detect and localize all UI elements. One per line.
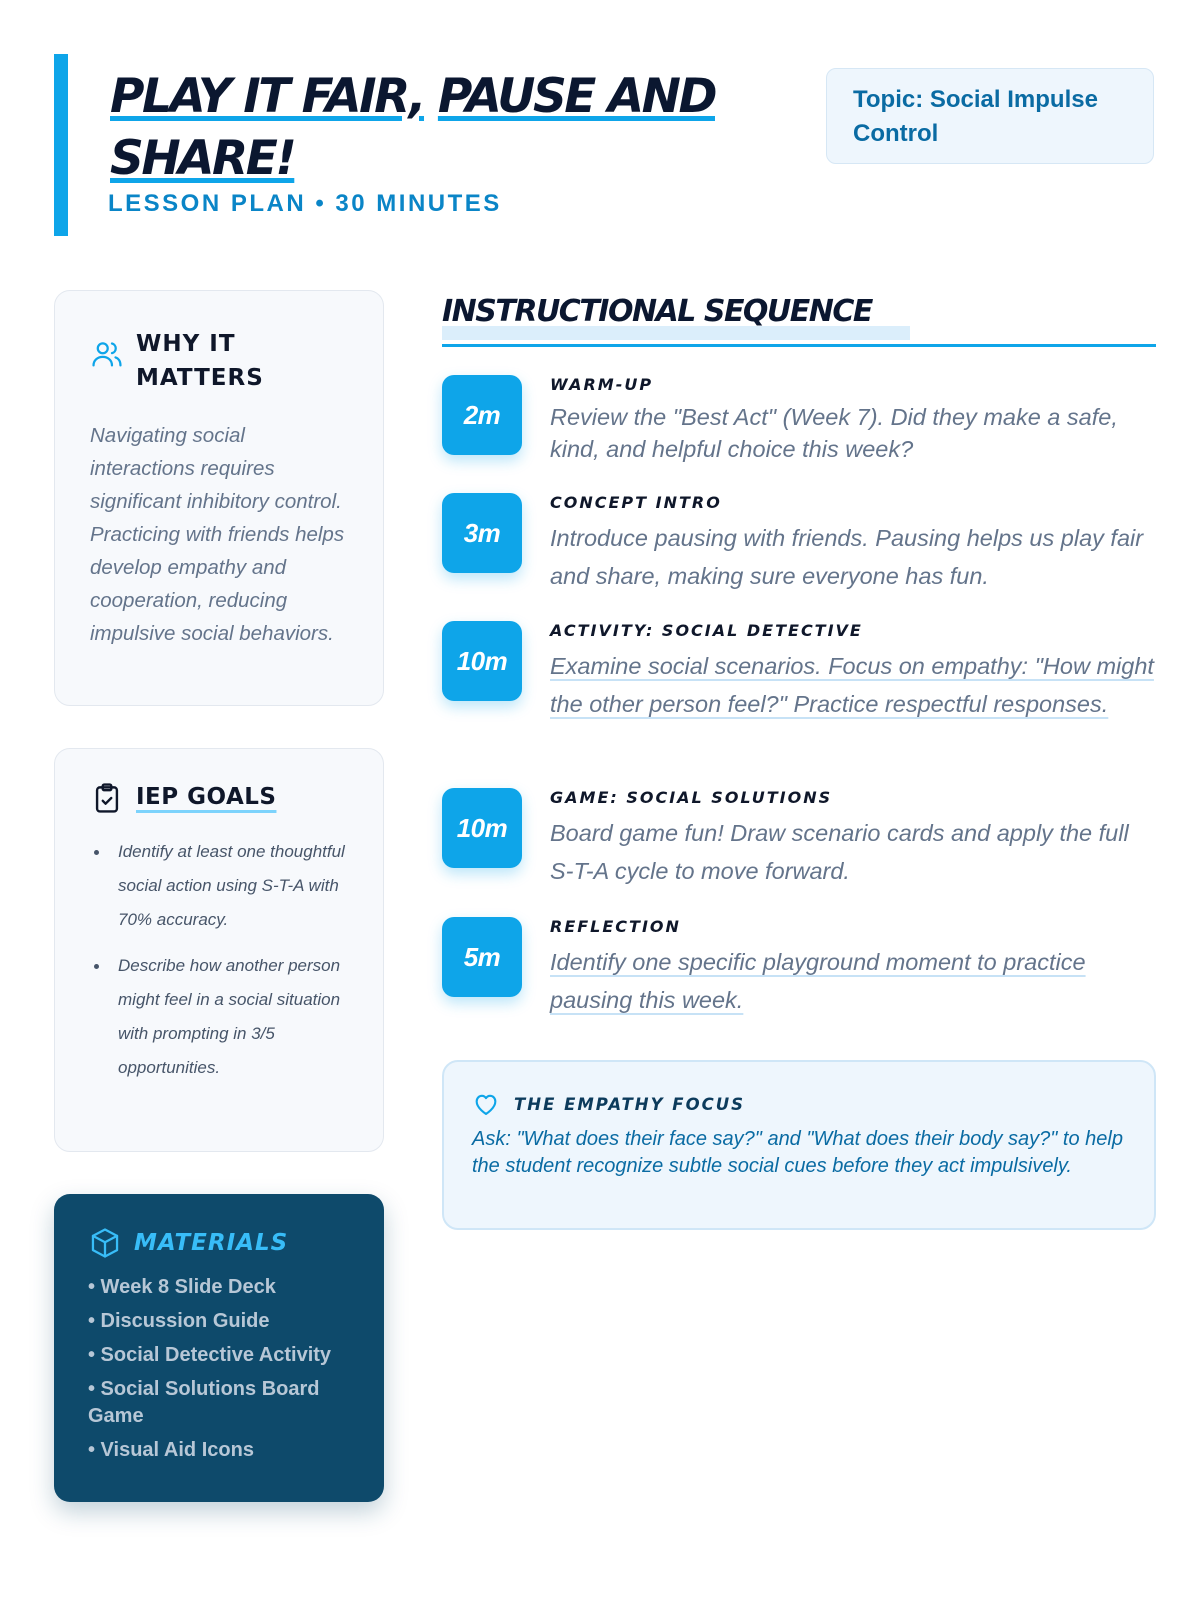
step-content: [550, 493, 1156, 595]
sequence-divider: [442, 344, 1156, 347]
step-description: Examine social scenarios. Focus on empathy: "How might the other person feel?" Practice respectful responses.: [550, 653, 1154, 717]
step-content: [550, 917, 1156, 1019]
step-content: [550, 788, 1156, 890]
why-body: Navigating social interactions requires significant inhibitory control. Practicing with friends helps develop empathy and cooperation, reducing impulsive social behaviors.: [90, 424, 345, 645]
iep-goals-card: [54, 748, 384, 1152]
iep-goal-item: Describe how another person might feel in a social situation with prompting in 3/5 opportunities.: [90, 949, 349, 1085]
material-item: • Discussion Guide: [88, 1310, 270, 1332]
iep-header: [90, 781, 349, 815]
step-time-badge: 2m: [442, 375, 522, 455]
sequence-title: INSTRUCTIONAL SEQUENCE: [442, 294, 872, 329]
title-part-2: PAUSE AND: [437, 69, 715, 124]
sequence-step-reflection: [442, 917, 1156, 1017]
materials-card: [54, 1194, 384, 1502]
step-time-badge: 3m: [442, 493, 522, 573]
iep-goal-list: [90, 835, 349, 1085]
title-part-1: PLAY IT FAIR,: [110, 69, 425, 124]
sequence-step-social-detective: [442, 621, 1156, 761]
why-title: WHY IT MATTERS: [136, 331, 264, 391]
material-item: • Week 8 Slide Deck: [88, 1276, 276, 1298]
sequence-step-concept-intro: [442, 493, 1156, 593]
title-part-3: SHARE!: [110, 131, 295, 186]
header-accent-bar: [54, 54, 68, 236]
step-time-badge: 10m: [442, 788, 522, 868]
step-content: [550, 621, 1156, 723]
step-description: Review the "Best Act" (Week 7). Did they make a safe, kind, and helpful choice this week?: [550, 404, 1118, 462]
step-label: REFLECTION: [550, 917, 681, 936]
sequence-step-warm-up: [442, 375, 1156, 465]
users-icon: [90, 337, 124, 371]
step-time-badge: 10m: [442, 621, 522, 701]
focus-header: [472, 1090, 1126, 1118]
material-item: • Visual Aid Icons: [88, 1439, 254, 1461]
iep-goal-item: Identify at least one thoughtful social action using S-T-A with 70% accuracy.: [90, 835, 349, 937]
material-item: • Social Detective Activity: [88, 1344, 332, 1366]
step-description: Board game fun! Draw scenario cards and apply the full S-T-A cycle to move forward.: [550, 820, 1129, 884]
step-label: ACTIVITY: SOCIAL DETECTIVE: [550, 621, 863, 640]
step-content: [550, 375, 1156, 465]
why-header: [90, 325, 349, 395]
step-description: Introduce pausing with friends. Pausing helps us play fair and share, making sure everyone has fun.: [550, 525, 1144, 589]
materials-list: [88, 1274, 350, 1464]
iep-title: IEP GOALS: [136, 784, 277, 810]
box-icon: [88, 1226, 122, 1260]
clipboard-check-icon: [90, 781, 124, 815]
why-it-matters-card: [54, 290, 384, 706]
focus-title: THE EMPATHY FOCUS: [514, 1094, 745, 1114]
topic-box: [826, 68, 1154, 164]
step-label: WARM-UP: [550, 375, 654, 394]
step-time-badge: 5m: [442, 917, 522, 997]
page-subtitle: LESSON PLAN • 30 MINUTES: [108, 190, 502, 217]
sequence-step-social-solutions: [442, 788, 1156, 888]
material-item: • Social Solutions Board Game: [88, 1378, 320, 1427]
step-label: GAME: SOCIAL SOLUTIONS: [550, 788, 833, 807]
focus-body: Ask: "What does their face say?" and "What does their body say?" to help the student recognize subtle social cues before they act impulsively.: [472, 1128, 1123, 1177]
page-title: [110, 66, 800, 190]
materials-title: MATERIALS: [134, 1230, 289, 1256]
topic-text: Topic: Social Impulse Control: [853, 86, 1098, 147]
heart-icon: [472, 1090, 500, 1118]
empathy-focus-box: [442, 1060, 1156, 1230]
step-description: Identify one specific playground moment to practice pausing this week.: [550, 949, 1086, 1013]
materials-header: [88, 1226, 350, 1260]
step-label: CONCEPT INTRO: [550, 493, 722, 512]
